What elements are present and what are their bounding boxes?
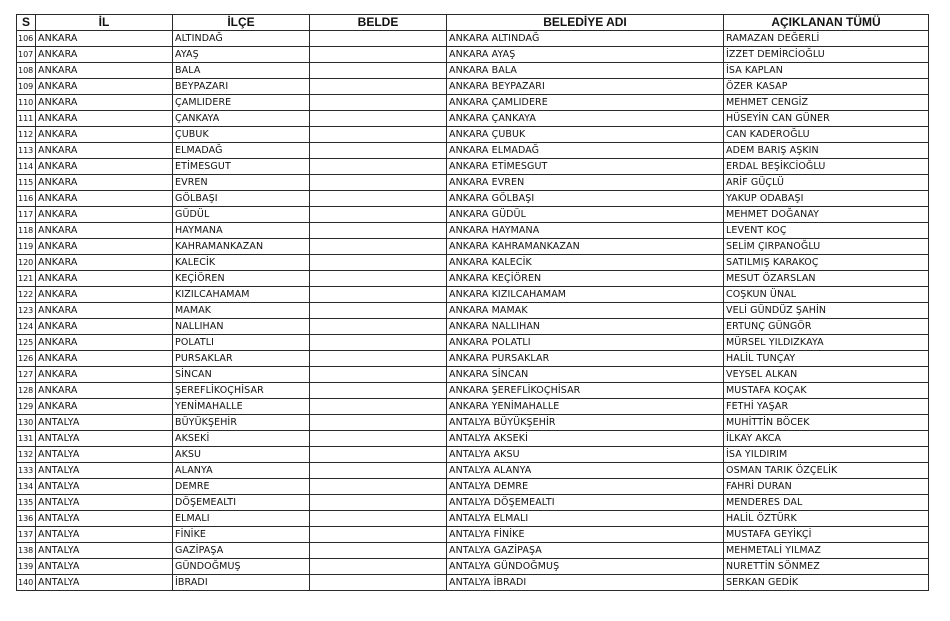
cell-il: ANKARA: [36, 399, 173, 415]
cell-belde: [310, 95, 447, 111]
cell-belde: [310, 447, 447, 463]
cell-s: 139: [17, 559, 36, 575]
cell-belde: [310, 239, 447, 255]
cell-s: 110: [17, 95, 36, 111]
cell-il: ANKARA: [36, 367, 173, 383]
cell-aciklanan: YAKUP ODABAŞI: [724, 191, 929, 207]
cell-s: 118: [17, 223, 36, 239]
cell-il: ANKARA: [36, 335, 173, 351]
cell-aciklanan: CAN KADEROĞLU: [724, 127, 929, 143]
cell-s: 130: [17, 415, 36, 431]
cell-ilce: ELMADAĞ: [173, 143, 310, 159]
cell-ilce: DÖŞEMEALTI: [173, 495, 310, 511]
cell-aciklanan: ÖZER KASAP: [724, 79, 929, 95]
cell-belde: [310, 383, 447, 399]
cell-s: 120: [17, 255, 36, 271]
cell-s: 113: [17, 143, 36, 159]
cell-s: 138: [17, 543, 36, 559]
cell-belde: [310, 175, 447, 191]
cell-il: ANKARA: [36, 255, 173, 271]
cell-il: ANKARA: [36, 175, 173, 191]
cell-aciklanan: VELİ GÜNDÜZ ŞAHİN: [724, 303, 929, 319]
cell-ilce: AKSEKİ: [173, 431, 310, 447]
cell-ilce: BEYPAZARI: [173, 79, 310, 95]
table-row: [17, 463, 929, 479]
cell-s: 115: [17, 175, 36, 191]
cell-belediye-adi: ANKARA HAYMANA: [447, 223, 724, 239]
table-row: [17, 543, 929, 559]
cell-belde: [310, 111, 447, 127]
cell-ilce: ÇUBUK: [173, 127, 310, 143]
table-row: [17, 95, 929, 111]
cell-belediye-adi: ANTALYA GAZİPAŞA: [447, 543, 724, 559]
cell-belde: [310, 47, 447, 63]
cell-belde: [310, 351, 447, 367]
cell-belediye-adi: ANKARA ÇANKAYA: [447, 111, 724, 127]
cell-il: ANKARA: [36, 159, 173, 175]
cell-s: 135: [17, 495, 36, 511]
cell-il: ANKARA: [36, 31, 173, 47]
header-ilce: İLÇE: [173, 15, 310, 31]
cell-il: ANTALYA: [36, 463, 173, 479]
table-row: [17, 111, 929, 127]
cell-aciklanan: MEHMET CENGİZ: [724, 95, 929, 111]
table-row: [17, 271, 929, 287]
cell-il: ANTALYA: [36, 415, 173, 431]
cell-il: ANTALYA: [36, 575, 173, 591]
table-row: [17, 159, 929, 175]
cell-ilce: GÜDÜL: [173, 207, 310, 223]
cell-belediye-adi: ANKARA BEYPAZARI: [447, 79, 724, 95]
table-row: [17, 559, 929, 575]
cell-belediye-adi: ANTALYA ELMALI: [447, 511, 724, 527]
cell-belediye-adi: ANKARA GÖLBAŞI: [447, 191, 724, 207]
table-row: [17, 127, 929, 143]
cell-ilce: ÇANKAYA: [173, 111, 310, 127]
cell-ilce: PURSAKLAR: [173, 351, 310, 367]
cell-belediye-adi: ANKARA ETİMESGUT: [447, 159, 724, 175]
header-row: [17, 15, 929, 31]
cell-belediye-adi: ANKARA MAMAK: [447, 303, 724, 319]
cell-ilce: NALLIHAN: [173, 319, 310, 335]
cell-aciklanan: FAHRİ DURAN: [724, 479, 929, 495]
cell-il: ANKARA: [36, 271, 173, 287]
cell-belde: [310, 143, 447, 159]
cell-aciklanan: SATILMIŞ KARAKOÇ: [724, 255, 929, 271]
cell-aciklanan: ERTUNÇ GÜNGÖR: [724, 319, 929, 335]
cell-ilce: KEÇİÖREN: [173, 271, 310, 287]
table-row: [17, 367, 929, 383]
cell-s: 140: [17, 575, 36, 591]
table-body: [17, 31, 929, 591]
cell-belde: [310, 335, 447, 351]
cell-belde: [310, 495, 447, 511]
cell-belediye-adi: ANKARA ÇAMLIDERE: [447, 95, 724, 111]
cell-ilce: ÇAMLIDERE: [173, 95, 310, 111]
cell-s: 134: [17, 479, 36, 495]
cell-il: ANKARA: [36, 95, 173, 111]
cell-aciklanan: İZZET DEMİRCİOĞLU: [724, 47, 929, 63]
cell-belde: [310, 479, 447, 495]
cell-ilce: AKSU: [173, 447, 310, 463]
cell-aciklanan: VEYSEL ALKAN: [724, 367, 929, 383]
cell-s: 107: [17, 47, 36, 63]
cell-belediye-adi: ANKARA ŞEREFLİKOÇHİSAR: [447, 383, 724, 399]
cell-aciklanan: İLKAY AKCA: [724, 431, 929, 447]
cell-il: ANKARA: [36, 239, 173, 255]
cell-s: 129: [17, 399, 36, 415]
cell-ilce: BÜYÜKŞEHİR: [173, 415, 310, 431]
cell-il: ANTALYA: [36, 495, 173, 511]
cell-s: 117: [17, 207, 36, 223]
cell-aciklanan: MEHMET DOĞANAY: [724, 207, 929, 223]
cell-belediye-adi: ANKARA ELMADAĞ: [447, 143, 724, 159]
cell-il: ANTALYA: [36, 559, 173, 575]
table-row: [17, 79, 929, 95]
cell-aciklanan: FETHİ YAŞAR: [724, 399, 929, 415]
cell-s: 108: [17, 63, 36, 79]
table-row: [17, 431, 929, 447]
cell-aciklanan: MUSTAFA KOÇAK: [724, 383, 929, 399]
cell-belediye-adi: ANKARA ALTINDAĞ: [447, 31, 724, 47]
cell-aciklanan: RAMAZAN DEĞERLİ: [724, 31, 929, 47]
cell-belde: [310, 511, 447, 527]
cell-belediye-adi: ANTALYA FİNİKE: [447, 527, 724, 543]
cell-s: 127: [17, 367, 36, 383]
cell-s: 137: [17, 527, 36, 543]
cell-belediye-adi: ANKARA YENİMAHALLE: [447, 399, 724, 415]
cell-il: ANTALYA: [36, 527, 173, 543]
table-row: [17, 239, 929, 255]
cell-il: ANKARA: [36, 79, 173, 95]
table-row: [17, 255, 929, 271]
cell-il: ANTALYA: [36, 431, 173, 447]
cell-belde: [310, 31, 447, 47]
cell-s: 136: [17, 511, 36, 527]
cell-belde: [310, 575, 447, 591]
cell-aciklanan: İSA KAPLAN: [724, 63, 929, 79]
cell-aciklanan: MUSTAFA GEYİKÇİ: [724, 527, 929, 543]
cell-belde: [310, 271, 447, 287]
cell-belediye-adi: ANKARA AYAŞ: [447, 47, 724, 63]
cell-aciklanan: OSMAN TARIK ÖZÇELİK: [724, 463, 929, 479]
cell-belediye-adi: ANKARA KAHRAMANKAZAN: [447, 239, 724, 255]
cell-aciklanan: MUHİTTİN BÖCEK: [724, 415, 929, 431]
cell-il: ANKARA: [36, 47, 173, 63]
cell-s: 119: [17, 239, 36, 255]
cell-s: 123: [17, 303, 36, 319]
header-belde: BELDE: [310, 15, 447, 31]
cell-s: 132: [17, 447, 36, 463]
cell-belde: [310, 127, 447, 143]
header-s: S: [17, 15, 36, 31]
table-row: [17, 527, 929, 543]
cell-belediye-adi: ANKARA ÇUBUK: [447, 127, 724, 143]
cell-s: 128: [17, 383, 36, 399]
cell-belde: [310, 159, 447, 175]
cell-il: ANKARA: [36, 127, 173, 143]
cell-aciklanan: ERDAL BEŞİKCİOĞLU: [724, 159, 929, 175]
cell-s: 112: [17, 127, 36, 143]
cell-s: 122: [17, 287, 36, 303]
cell-il: ANKARA: [36, 207, 173, 223]
table-row: [17, 47, 929, 63]
table-row: [17, 31, 929, 47]
cell-s: 114: [17, 159, 36, 175]
cell-aciklanan: SELİM ÇIRPANOĞLU: [724, 239, 929, 255]
cell-ilce: ŞEREFLİKOÇHİSAR: [173, 383, 310, 399]
cell-il: ANKARA: [36, 143, 173, 159]
table-row: [17, 191, 929, 207]
cell-aciklanan: HÜSEYİN CAN GÜNER: [724, 111, 929, 127]
cell-belediye-adi: ANKARA GÜDÜL: [447, 207, 724, 223]
table-row: [17, 319, 929, 335]
table-row: [17, 175, 929, 191]
cell-ilce: KIZILCAHAMAM: [173, 287, 310, 303]
cell-aciklanan: ADEM BARIŞ AŞKIN: [724, 143, 929, 159]
cell-aciklanan: ARİF GÜÇLÜ: [724, 175, 929, 191]
table-row: [17, 511, 929, 527]
cell-belediye-adi: ANTALYA ALANYA: [447, 463, 724, 479]
candidates-table: [16, 14, 929, 591]
table-row: [17, 479, 929, 495]
cell-belediye-adi: ANKARA PURSAKLAR: [447, 351, 724, 367]
cell-ilce: AYAŞ: [173, 47, 310, 63]
cell-il: ANKARA: [36, 303, 173, 319]
cell-belediye-adi: ANKARA NALLIHAN: [447, 319, 724, 335]
cell-belediye-adi: ANTALYA İBRADI: [447, 575, 724, 591]
cell-aciklanan: İSA YILDIRIM: [724, 447, 929, 463]
cell-il: ANKARA: [36, 287, 173, 303]
header-il: İL: [36, 15, 173, 31]
cell-il: ANKARA: [36, 351, 173, 367]
cell-belediye-adi: ANTALYA AKSEKİ: [447, 431, 724, 447]
cell-aciklanan: HALİL ÖZTÜRK: [724, 511, 929, 527]
cell-ilce: EVREN: [173, 175, 310, 191]
cell-aciklanan: SERKAN GEDİK: [724, 575, 929, 591]
cell-ilce: ETİMESGUT: [173, 159, 310, 175]
cell-aciklanan: MENDERES DAL: [724, 495, 929, 511]
cell-belde: [310, 287, 447, 303]
cell-belde: [310, 399, 447, 415]
table-row: [17, 143, 929, 159]
cell-s: 116: [17, 191, 36, 207]
cell-ilce: SİNCAN: [173, 367, 310, 383]
cell-il: ANKARA: [36, 111, 173, 127]
cell-belediye-adi: ANKARA BALA: [447, 63, 724, 79]
table-row: [17, 335, 929, 351]
cell-s: 111: [17, 111, 36, 127]
cell-il: ANKARA: [36, 223, 173, 239]
header-aciklanan: AÇIKLANAN TÜMÜ: [724, 15, 929, 31]
cell-ilce: KALECİK: [173, 255, 310, 271]
cell-il: ANTALYA: [36, 447, 173, 463]
cell-belediye-adi: ANKARA KIZILCAHAMAM: [447, 287, 724, 303]
table-row: [17, 63, 929, 79]
cell-ilce: KAHRAMANKAZAN: [173, 239, 310, 255]
cell-belde: [310, 527, 447, 543]
cell-belde: [310, 79, 447, 95]
cell-il: ANKARA: [36, 383, 173, 399]
cell-il: ANKARA: [36, 319, 173, 335]
cell-ilce: MAMAK: [173, 303, 310, 319]
cell-ilce: FİNİKE: [173, 527, 310, 543]
cell-belediye-adi: ANTALYA BÜYÜKŞEHİR: [447, 415, 724, 431]
cell-s: 124: [17, 319, 36, 335]
table-row: [17, 399, 929, 415]
cell-il: ANTALYA: [36, 511, 173, 527]
cell-ilce: HAYMANA: [173, 223, 310, 239]
cell-belde: [310, 207, 447, 223]
cell-belediye-adi: ANKARA KEÇİÖREN: [447, 271, 724, 287]
cell-belediye-adi: ANKARA SİNCAN: [447, 367, 724, 383]
cell-ilce: GÜNDOĞMUŞ: [173, 559, 310, 575]
cell-s: 125: [17, 335, 36, 351]
cell-aciklanan: MÜRSEL YILDIZKAYA: [724, 335, 929, 351]
cell-il: ANKARA: [36, 191, 173, 207]
cell-ilce: GÖLBAŞI: [173, 191, 310, 207]
cell-aciklanan: COŞKUN ÜNAL: [724, 287, 929, 303]
table-row: [17, 383, 929, 399]
cell-ilce: YENİMAHALLE: [173, 399, 310, 415]
cell-belde: [310, 255, 447, 271]
cell-aciklanan: HALİL TUNÇAY: [724, 351, 929, 367]
table-row: [17, 575, 929, 591]
header-belediye-adi: BELEDİYE ADI: [447, 15, 724, 31]
cell-belde: [310, 191, 447, 207]
cell-aciklanan: MESUT ÖZARSLAN: [724, 271, 929, 287]
cell-belde: [310, 223, 447, 239]
cell-ilce: İBRADI: [173, 575, 310, 591]
table-row: [17, 223, 929, 239]
table-row: [17, 447, 929, 463]
cell-s: 133: [17, 463, 36, 479]
table-row: [17, 495, 929, 511]
cell-belediye-adi: ANTALYA GÜNDOĞMUŞ: [447, 559, 724, 575]
cell-aciklanan: MEHMETALİ YILMAZ: [724, 543, 929, 559]
cell-belde: [310, 63, 447, 79]
cell-aciklanan: NURETTİN SÖNMEZ: [724, 559, 929, 575]
cell-s: 109: [17, 79, 36, 95]
cell-s: 106: [17, 31, 36, 47]
cell-il: ANTALYA: [36, 479, 173, 495]
cell-belediye-adi: ANTALYA AKSU: [447, 447, 724, 463]
table-row: [17, 415, 929, 431]
cell-belde: [310, 431, 447, 447]
cell-belde: [310, 319, 447, 335]
cell-s: 126: [17, 351, 36, 367]
table-row: [17, 207, 929, 223]
cell-belde: [310, 463, 447, 479]
table-row: [17, 351, 929, 367]
cell-belde: [310, 415, 447, 431]
cell-belediye-adi: ANKARA EVREN: [447, 175, 724, 191]
cell-belde: [310, 367, 447, 383]
cell-belde: [310, 543, 447, 559]
cell-ilce: ALTINDAĞ: [173, 31, 310, 47]
cell-belde: [310, 303, 447, 319]
cell-ilce: ALANYA: [173, 463, 310, 479]
cell-belediye-adi: ANKARA KALECİK: [447, 255, 724, 271]
cell-aciklanan: LEVENT KOÇ: [724, 223, 929, 239]
table-row: [17, 287, 929, 303]
cell-belediye-adi: ANTALYA DEMRE: [447, 479, 724, 495]
cell-belediye-adi: ANKARA POLATLI: [447, 335, 724, 351]
cell-ilce: ELMALI: [173, 511, 310, 527]
cell-belde: [310, 559, 447, 575]
table-row: [17, 303, 929, 319]
cell-il: ANKARA: [36, 63, 173, 79]
cell-belediye-adi: ANTALYA DÖŞEMEALTI: [447, 495, 724, 511]
cell-ilce: BALA: [173, 63, 310, 79]
cell-ilce: GAZİPAŞA: [173, 543, 310, 559]
cell-ilce: POLATLI: [173, 335, 310, 351]
cell-s: 121: [17, 271, 36, 287]
cell-s: 131: [17, 431, 36, 447]
cell-il: ANTALYA: [36, 543, 173, 559]
cell-ilce: DEMRE: [173, 479, 310, 495]
